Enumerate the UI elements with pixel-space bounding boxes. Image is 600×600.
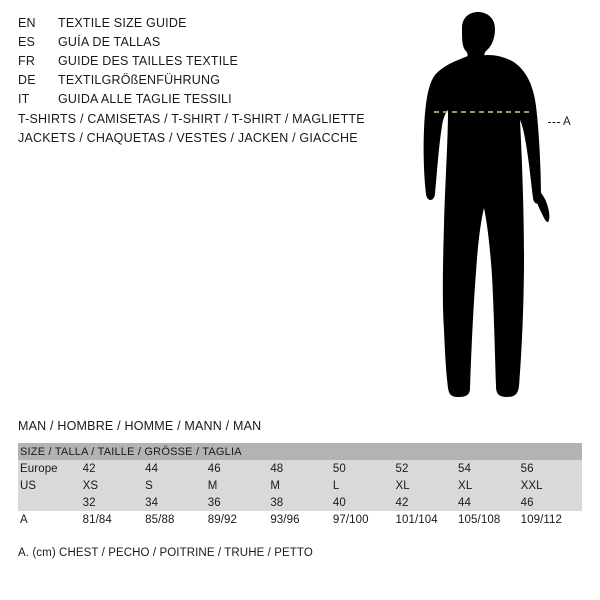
language-row — [18, 90, 378, 109]
cell: 50 — [332, 462, 346, 475]
measure-leader-line — [548, 122, 560, 123]
cell: 36 — [207, 496, 221, 509]
size-table — [18, 443, 582, 528]
cell: XXL — [520, 479, 543, 492]
language-row — [18, 71, 378, 90]
row-label: Europe — [20, 462, 58, 475]
cell: 56 — [520, 462, 534, 475]
cell: 44 — [458, 496, 472, 509]
size-header-label: SIZE / TALLA / TAILLE / GRÖSSE / TAGLIA — [20, 445, 242, 458]
table-row — [18, 494, 582, 511]
cell: 85/88 — [145, 513, 175, 526]
cell: 42 — [82, 462, 96, 475]
table-row — [18, 477, 582, 494]
cell: L — [332, 479, 340, 492]
cell: 97/100 — [332, 513, 369, 526]
language-title: GUIDE DES TAILLES TEXTILE — [58, 54, 239, 68]
product-type-list — [18, 110, 398, 148]
language-code: ES — [18, 35, 36, 49]
language-code: FR — [18, 54, 36, 68]
language-row — [18, 52, 378, 71]
product-type-jackets: JACKETS / CHAQUETAS / VESTES / JACKEN / GIACCHE — [18, 131, 358, 145]
language-code: EN — [18, 16, 36, 30]
cell: 44 — [145, 462, 159, 475]
cell: 105/108 — [458, 513, 501, 526]
language-title: TEXTILE SIZE GUIDE — [58, 16, 187, 30]
language-code: IT — [18, 92, 30, 106]
cell: 81/84 — [82, 513, 112, 526]
cell: 93/96 — [270, 513, 300, 526]
language-row — [18, 33, 378, 52]
cell: 54 — [458, 462, 472, 475]
language-title: GUÍA DE TALLAS — [58, 35, 161, 49]
cell: 109/112 — [520, 513, 563, 526]
cell: 42 — [395, 496, 409, 509]
measure-label-a: A — [563, 116, 571, 128]
cell: 52 — [395, 462, 409, 475]
footnote-chest-measure: A. (cm) CHEST / PECHO / POITRINE / TRUHE / PETTO — [18, 547, 313, 559]
cell: 46 — [520, 496, 534, 509]
cell: 40 — [332, 496, 346, 509]
row-label — [18, 494, 81, 511]
row-label: A — [20, 513, 28, 526]
gender-title: MAN / HOMBRE / HOMME / MANN / MAN — [18, 419, 262, 433]
cell: XL — [458, 479, 473, 492]
language-code: DE — [18, 73, 36, 87]
male-silhouette-figure — [400, 10, 600, 410]
cell: 89/92 — [207, 513, 238, 526]
cell: 38 — [270, 496, 284, 509]
cell: XL — [395, 479, 410, 492]
table-header-row — [18, 443, 582, 460]
cell: M — [270, 479, 280, 492]
language-title: GUIDA ALLE TAGLIE TESSILI — [58, 92, 232, 106]
cell: 32 — [82, 496, 96, 509]
cell: XS — [82, 479, 99, 492]
cell: M — [207, 479, 218, 492]
cell: 48 — [270, 462, 284, 475]
cell: 46 — [207, 462, 221, 475]
language-title: TEXTILGRÖßENFÜHRUNG — [58, 73, 221, 87]
table-row — [18, 511, 582, 528]
silhouette-icon — [400, 10, 600, 410]
table-row — [18, 460, 582, 477]
language-row — [18, 14, 378, 33]
cell: S — [145, 479, 153, 492]
product-type-tshirts: T-SHIRTS / CAMISETAS / T-SHIRT / T-SHIRT / MAGLIETTE — [18, 112, 365, 126]
row-label: US — [20, 479, 37, 492]
language-legend — [18, 14, 378, 109]
cell: 101/104 — [395, 513, 438, 526]
cell: 34 — [145, 496, 159, 509]
